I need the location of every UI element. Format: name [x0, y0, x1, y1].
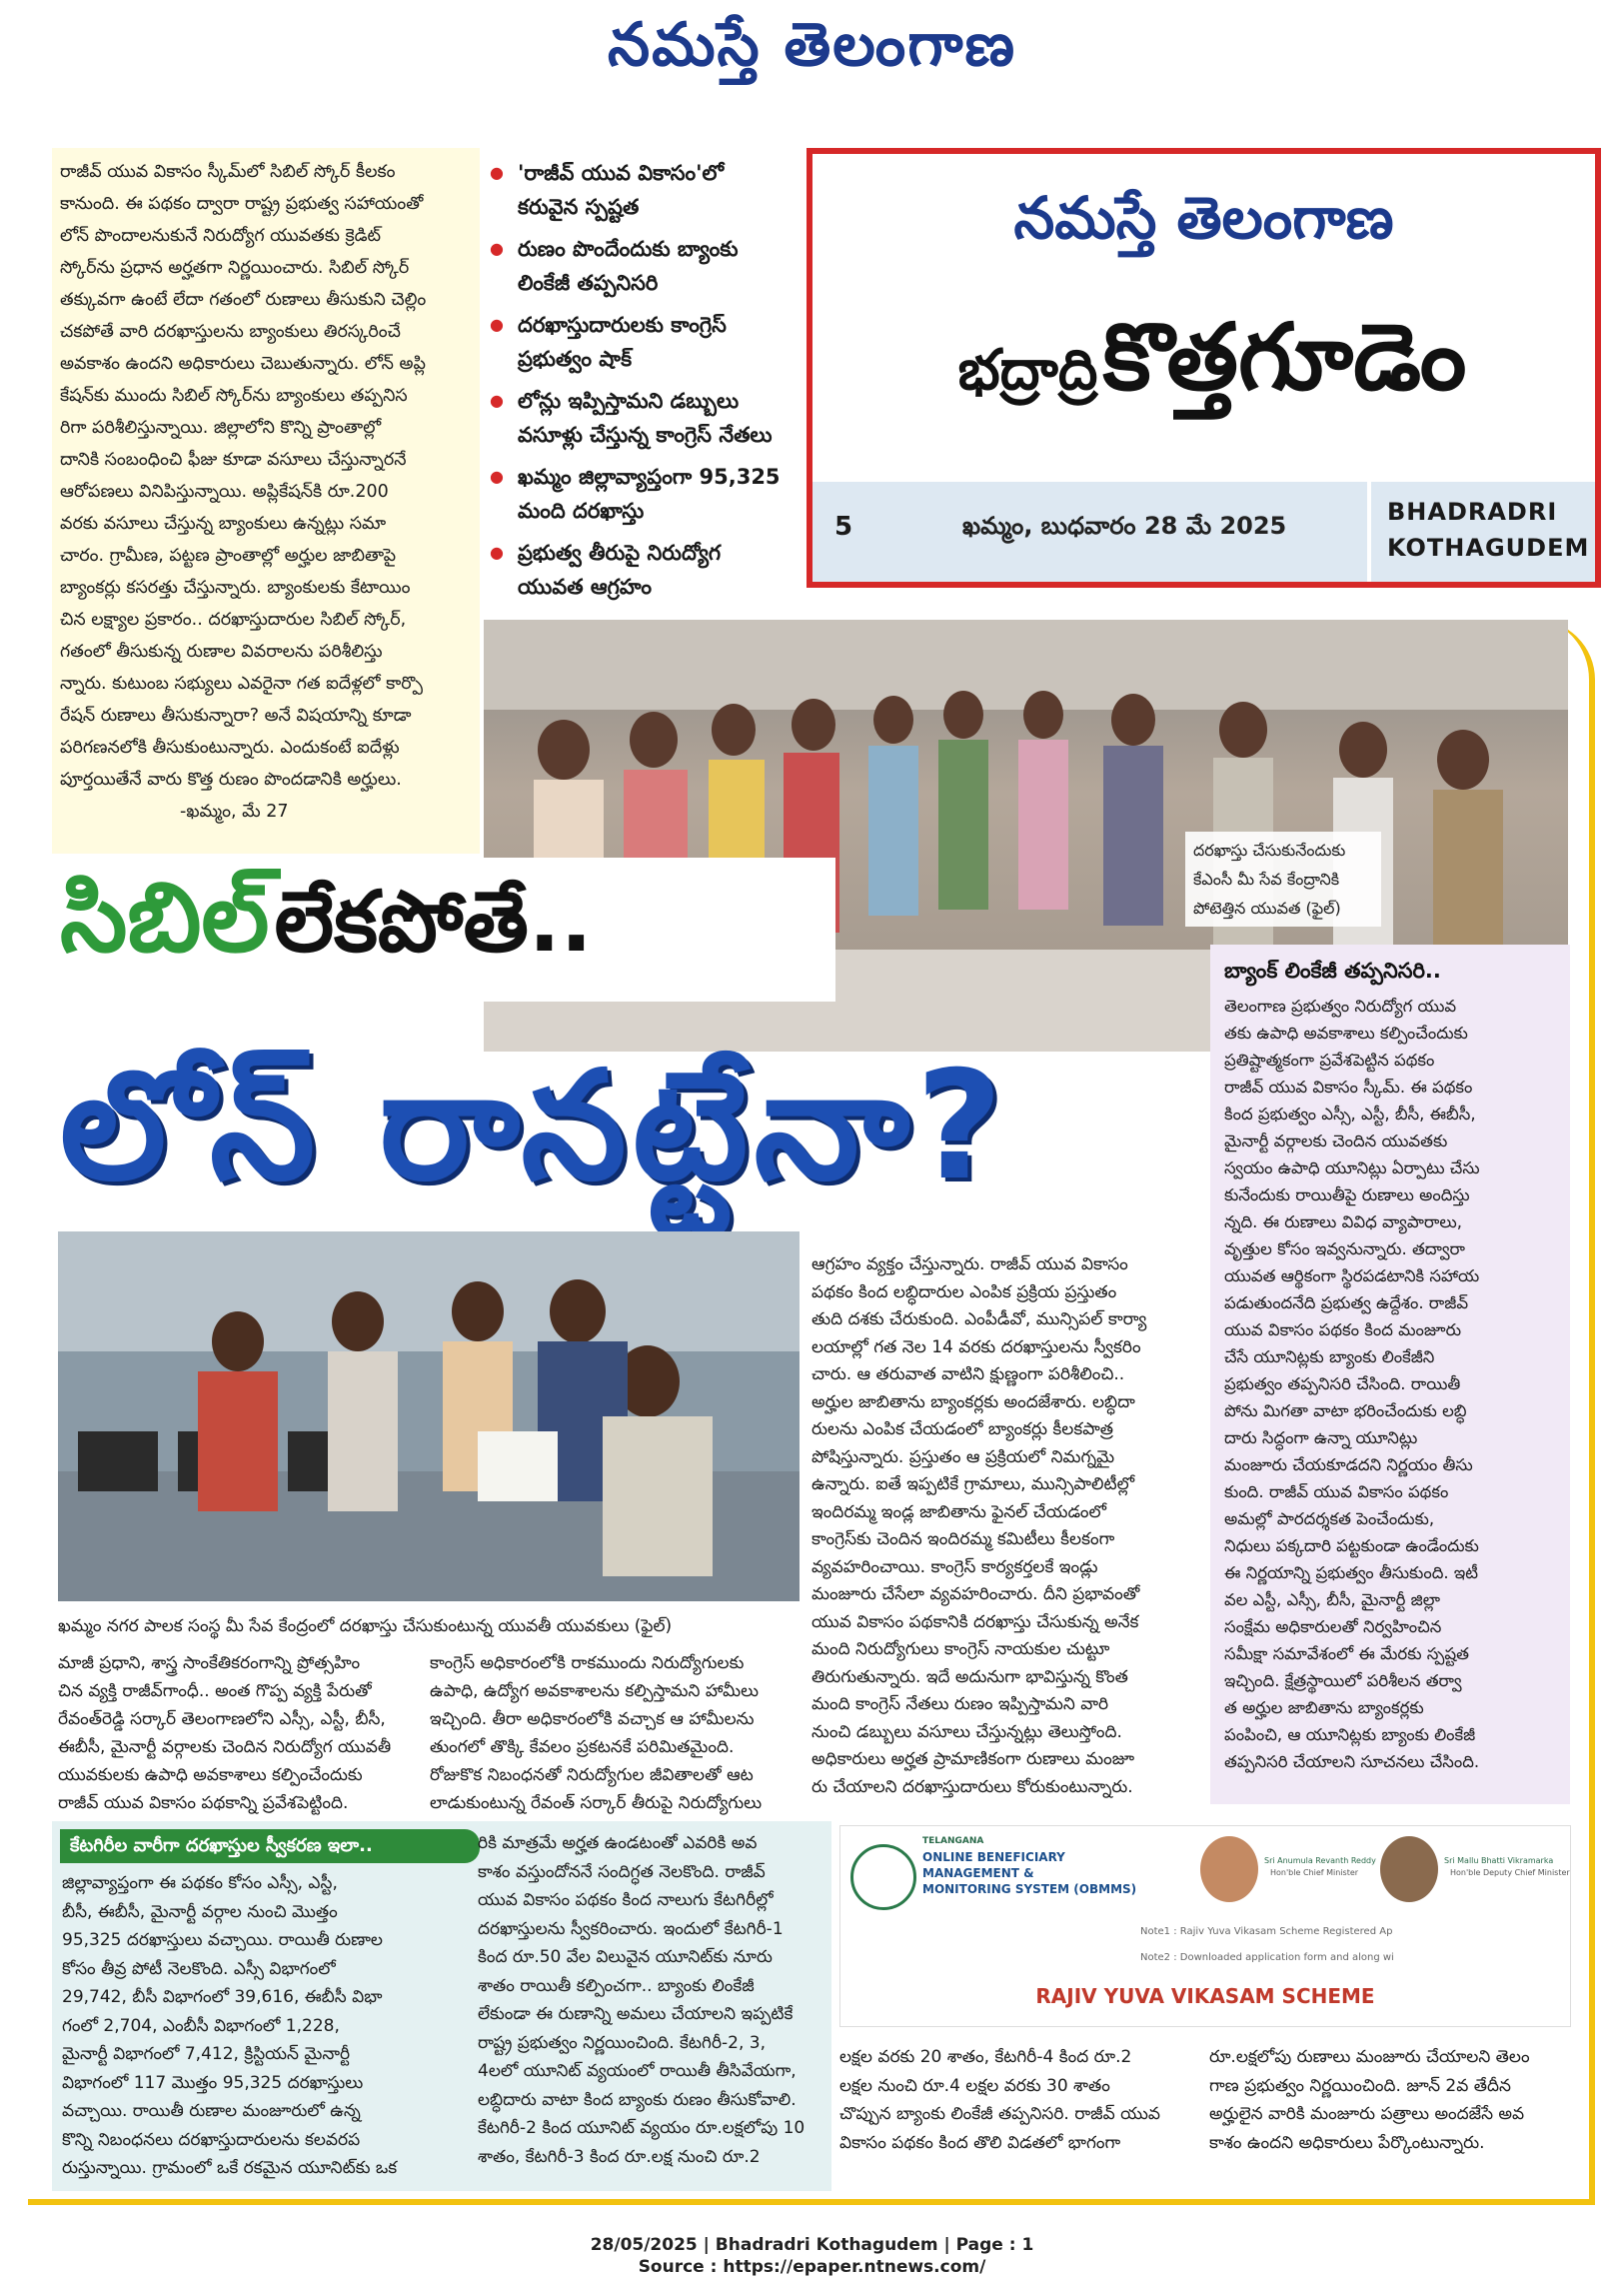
text-line: లబ్ధిదారు వాటా కింద బ్యాంకు రుణం తీసుకోవాలి. — [478, 2089, 797, 2110]
edition-paper-name: నమస్తే తెలంగాణ — [1013, 184, 1394, 252]
text-line: కుంది. రాజీవ్ యువ వికాసం పథకం — [1224, 1482, 1449, 1501]
person1-role: Hon'ble Chief Minister — [1270, 1868, 1359, 1877]
obmms-title1: ONLINE BENEFICIARY — [922, 1850, 1065, 1864]
text-line: శాతం రాయితీ కల్పించగా.. బ్యాంకు లింకేజీ — [478, 1975, 755, 1996]
text-line: తుంగలో తొక్కి కేవలం ప్రకటనకే పరిమితమైంది. — [430, 1737, 735, 1757]
photo-service-center-image — [58, 1231, 800, 1601]
text-line: మైనార్టీ వర్గాలకు చెందిన యువతకు — [1224, 1132, 1448, 1150]
text-line: వల ఎస్టీ, ఎస్సీ, బీసీ, మైనార్టీ జిల్లా — [1224, 1590, 1441, 1609]
sidebar-box — [1210, 945, 1570, 1804]
text-line: రూ.లక్షలోపు రుణాలు మంజూరు చేయాలని తెలం — [1209, 2047, 1530, 2067]
text-line: కాశం ఉందని అధికారులు పేర్కొంటున్నారు. — [1209, 2132, 1485, 2153]
text-line: ఆగ్రహం వ్యక్తం చేస్తున్నారు. రాజీవ్ యువ వికాసం — [812, 1254, 1128, 1274]
text-line: తుది దశకు చేరుకుంది. ఎంపీడీవో, మున్సిపల్ కార్యా — [812, 1309, 1147, 1329]
obmms-banner — [839, 1825, 1571, 2027]
text-line: వచ్చాయి. రాయితీ రుణాల మంజూరులో ఉన్న — [62, 2101, 361, 2121]
text-line: రు చేయాలని దరఖాస్తుదారులు కోరుకుంటున్నారు. — [812, 1776, 1133, 1797]
text-line: తకు ఉపాధి అవకాశాలు కల్పించేందుకు — [1224, 1024, 1468, 1043]
text-line: రేవంత్‌రెడ్డి సర్కార్ తెలంగాణలోని ఎస్సీ, ఎస్టీ, బీసీ, — [58, 1709, 386, 1729]
text-line: గంలో 2,704, ఎంబీసీ విభాగంలో 1,228, — [62, 2015, 340, 2036]
text-line: కునేందుకు రాయితీపై రుణాలు అందిస్తు — [1224, 1185, 1470, 1204]
text-line: పరిగణనలోకి తీసుకుంటున్నారు. ఎందుకంటే ఐదేళ్లు — [60, 738, 400, 758]
text-line: అవకాశం ఉందని అధికారులు చెబుతున్నారు. లోన్ అప్లి — [60, 354, 426, 374]
text-line: త అర్హుల జాబితాను బ్యాంకర్లకు — [1224, 1698, 1424, 1717]
photo-service-center-caption: ఖమ్మం నగర పాలక సంస్థ మీ సేవ కేంద్రంలో దరఖాస్తు చేసుకుంటున్న యువతీ యువకులు (ఫైల్) — [58, 1616, 673, 1636]
text-line: రోజుకొక నిబంధనతో నిరుద్యోగుల జీవితాలతో ఆట — [430, 1765, 754, 1785]
text-line: రులను ఎంపిక చేయడంలో బ్యాంకర్లు కీలకపాత్ర — [812, 1419, 1113, 1439]
category-text-right — [478, 1829, 829, 2171]
text-line: లక్షల నుంచి రూ.4 లక్షల వరకు 30 శాతం — [839, 2075, 1110, 2096]
obmms-small: TELANGANA — [922, 1836, 984, 1846]
text-line: పంపించి, ఆ యూనిట్లకు బ్యాంకు లింకేజీ — [1224, 1725, 1476, 1744]
text-line: బీసీ, ఈబీసీ, మైనార్టీ వర్గాల నుంచి మొత్తం — [62, 1901, 338, 1922]
mid-text-column — [812, 1251, 1191, 1801]
text-line: లేకుండా ఈ రుణాన్ని అమలు చేయాలని ఇప్పటికే — [478, 2004, 794, 2024]
text-line: మంజూరు చేయకూడదని నిర్ణయం తీసు — [1224, 1455, 1473, 1474]
highlight-item: ● ప్రభుత్వ తీరుపై నిరుద్యోగ యువత ఆగ్రహం — [490, 536, 790, 604]
text-line: రాజీవ్ యువ వికాసం స్కీమ్. ఈ పథకం — [1224, 1078, 1473, 1097]
text-line: వరకు వసూలు చేస్తున్న బ్యాంకులు ఉన్నట్లు సమా — [60, 514, 387, 534]
text-line: లక్షల వరకు 20 శాతం, కేటగిరీ-4 కింద రూ.2 — [839, 2047, 1132, 2067]
headline-part1: సిబిల్ — [60, 862, 270, 974]
text-line: కాంగ్రెస్ అధికారంలోకి రాకముందు నిరుద్యోగులకు — [430, 1653, 745, 1673]
text-line: చకపోతే వారి దరఖాస్తులను బ్యాంకులు తిరస్కరించే — [60, 322, 401, 342]
text-line: నుంచి డబ్బులు వసూలు చేస్తున్నట్లు తెలుస్తోంది. — [812, 1721, 1122, 1742]
text-line: గాణ ప్రభుత్వం నిర్ణయించింది. జూన్ 2వ తేదీన — [1209, 2075, 1511, 2096]
text-line: రాజీవ్ యువ వికాసం పథకాన్ని ప్రవేశపెట్టింది. — [58, 1793, 349, 1813]
text-line: పడుతుందనేది ప్రభుత్వ ఉద్దేశం. రాజీవ్ — [1224, 1293, 1469, 1312]
obmms-note1: Note1 : Rajiv Yuva Vikasam Scheme Registered Ap — [1140, 1926, 1393, 1937]
text-line: కేటగిరీ-2 కింద యూనిట్ వ్యయం రూ.లక్షలోపు 10 — [478, 2118, 806, 2138]
text-line: దారు సిద్ధంగా ఉన్నా యూనిట్లు — [1224, 1428, 1418, 1447]
text-line: గతంలో తీసుకున్న రుణాల వివరాలను పరిశీలిస్తు — [60, 642, 383, 662]
text-line: ప్రతిష్టాత్మకంగా ప్రవేశపెట్టిన పథకం — [1224, 1051, 1435, 1070]
text-line: వృత్తుల కోసం ఇవ్వనున్నారు. తద్వారా — [1224, 1239, 1465, 1258]
caption-line: కేఎంసీ మీ సేవ కేంద్రానికి — [1193, 870, 1340, 889]
text-line: పూర్తయితేనే వారు కొత్త రుణం పొందడానికి అర్హులు. — [60, 770, 402, 790]
highlight-item: ● దరఖాస్తుదారులకు కాంగ్రెస్ ప్రభుత్వం షాక్ — [490, 308, 790, 376]
edition-district-big: కొత్తగూడెం — [1102, 304, 1467, 411]
text-line: కాశం వస్తుందోననే సందిగ్ధత నెలకొంది. రాజీవ్ — [478, 1861, 766, 1882]
photo-queue-caption — [1185, 832, 1381, 927]
text-line: విభాగంలో 117 మొత్తం 95,325 దరఖాస్తులు — [62, 2072, 364, 2093]
edition-district — [852, 304, 1572, 434]
text-line: చారం. గ్రామీణ, పట్టణ ప్రాంతాల్లో అర్హుల జాబితాపై — [60, 546, 397, 566]
text-line: చేసే యూనిట్లకు బ్యాంకు లింకేజీని — [1224, 1347, 1435, 1366]
text-line: కింద రూ.50 వేల విలువైన యూనిట్‌కు నూరు — [478, 1947, 773, 1967]
text-line: పోషిస్తున్నారు. ప్రస్తుతం ఆ ప్రక్రియలో నిమగ్నమై — [812, 1446, 1115, 1467]
text-line: చిన లక్ష్యాల ప్రకారం.. దరఖాస్తుదారుల సిబిల్ స్కోర్, — [60, 610, 407, 630]
text-line: యువ వికాసం పథకానికి దరఖాస్తు చేసుకున్న అనేక — [812, 1611, 1139, 1632]
text-line: న్నారు. కుటుంబ సభ్యులు ఎవరైనా గత ఐదేళ్లలో కార్పొ — [60, 674, 424, 694]
text-line: మంది నిరుద్యోగులు కాంగ్రెస్ నాయకుల చుట్టూ — [812, 1639, 1110, 1659]
text-line: నిధులు పక్కదారి పట్టకుండా ఉండేందుకు — [1224, 1536, 1479, 1555]
masthead: నమస్తే తెలంగాణ — [607, 10, 1017, 80]
scheme-title: RAJIV YUVA VIKASAM SCHEME — [1035, 1984, 1375, 2008]
category-box — [52, 1821, 831, 2191]
headline-part2: లేకపోతే.. — [274, 873, 593, 971]
text-column-b — [430, 1649, 810, 1817]
footer-source[interactable]: Source : https://epaper.ntnews.com/ — [638, 2257, 986, 2277]
text-line: కోసం తీవ్ర పోటీ నెలకొంది. ఎస్సీ విభాగంలో — [62, 1958, 336, 1979]
text-line: ఉపాధి, ఉద్యోగ అవకాశాలను కల్పిస్తామని హామీలు — [430, 1681, 760, 1701]
text-line: ఈ నిర్ణయాన్ని ప్రభుత్వం తీసుకుంది. ఇటీ — [1224, 1563, 1478, 1582]
text-line: రాష్ట్ర ప్రభుత్వం నిర్ణయించింది. కేటగిరీ-2, 3, — [478, 2032, 767, 2053]
text-line: పథకం కింద లబ్ధిదారుల ఎంపిక ప్రక్రియ ప్రస్తుతం — [812, 1281, 1117, 1302]
text-line: రుస్తున్నాయి. గ్రామంలో ఒకే రకమైన యూనిట్‌కు ఒక — [62, 2158, 398, 2178]
edition-box — [807, 148, 1601, 588]
text-line: 4లలో యూనిట్ వ్యయంలో రాయితీ తీసివేయగా, — [478, 2061, 797, 2081]
text-line: వ్యవహరించాయి. కాంగ్రెస్ కార్యకర్తలకే ఇండ్లు — [812, 1556, 1098, 1577]
text-line: కింద ప్రభుత్వం ఎస్సీ, ఎస్టీ, బీసీ, ఈబీసీ, — [1224, 1105, 1476, 1124]
dateline: -ఖమ్మం, మే 27 — [180, 802, 289, 822]
obmms-title3: MONITORING SYSTEM (OBMMS) — [922, 1882, 1137, 1896]
text-line: రాజీవ్ యువ వికాసం స్కీమ్‌లో సిబిల్ స్కోర్ కీలకం — [60, 162, 396, 182]
edition-district-small: భద్రాద్రి — [957, 338, 1098, 403]
text-line: ఆరోపణలు వినిపిస్తున్నాయి. అప్లికేషన్‌కి రూ.200 — [60, 482, 389, 502]
text-line: ఈబీసీ, మైనార్టీ వర్గాలకు చెందిన నిరుద్యోగ యువతీ — [58, 1737, 392, 1757]
headline-main: లోన్ రానట్టేనా? — [60, 1040, 1009, 1213]
text-line: పోను మిగతా వాటా భరించేందుకు లబ్ధి — [1224, 1401, 1467, 1420]
text-line: కానుంది. ఈ పథకం ద్వారా రాష్ట్ర ప్రభుత్వ సహాయంతో — [60, 194, 424, 214]
avatar — [1380, 1836, 1438, 1902]
text-line: లోన్ పొందాలనుకునే నిరుద్యోగ యువతకు క్రెడిట్ — [60, 226, 382, 246]
text-line: ప్రభుత్వం తప్పనిసరి చేసింది. రాయితీ — [1224, 1374, 1461, 1393]
text-line: తిరుగుతున్నారు. ఇదే అదునుగా భావిస్తున్న కొంత — [812, 1666, 1128, 1687]
text-line: కాంగ్రెస్‌కు చెందిన ఇందిరమ్మ కమిటీలు కీలకంగా — [812, 1529, 1115, 1549]
text-line: 95,325 దరఖాస్తులు వచ్చాయి. రాయితీ రుణాల — [62, 1930, 383, 1950]
text-line: చొప్పున బ్యాంకు లింకేజీ తప్పనిసరి. రాజీవ్ యువ — [839, 2104, 1160, 2124]
text-line: స్కోర్‌ను ప్రధాన అర్హతగా నిర్ణయించారు. సిబిల్ స్కోర్ — [60, 258, 410, 278]
text-line: 29,742, బీసీ విభాగంలో 39,616, ఈబీసీ విభా — [62, 1987, 383, 2007]
footer-line-1: 28/05/2025 | Bhadradri Kothagudem | Page : 1 — [590, 2235, 1034, 2255]
edition-dateline: ఖమ్మం, బుధవారం 28 మే 2025 — [962, 512, 1287, 540]
text-line: చారు. ఆ తరువాత వాటిని క్షుణ్ణంగా పరిశీలించి.. — [812, 1364, 1125, 1384]
text-line: కొన్ని నిబంధనలు దరఖాస్తుదారులను కలవరప — [62, 2129, 361, 2150]
text-line: మాజీ ప్రధాని, శాస్త్ర సాంకేతికరంగాన్ని ప్రోత్సహిం — [58, 1653, 361, 1673]
person2-name: Sri Mallu Bhatti Vikramarka — [1444, 1856, 1554, 1865]
text-line: ఇచ్చింది. తీరా అధికారంలోకి వచ్చాక ఆ హామీలను — [430, 1709, 755, 1729]
text-line: తక్కువగా ఉంటే లేదా గతంలో రుణాలు తీసుకుని చెల్లిం — [60, 290, 427, 310]
text-line: తప్పనిసరి చేయాలని సూచనలు చేసింది. — [1224, 1752, 1480, 1771]
text-line: ఇందిరమ్మ ఇండ్ల జాబితాను ఫైనల్ చేయడంలో — [812, 1501, 1106, 1522]
person1-name: Sri Anumula Revanth Reddy — [1264, 1856, 1376, 1865]
photo-service-center — [58, 1231, 800, 1601]
text-column-a — [58, 1649, 438, 1817]
text-line: మంది కాంగ్రెస్ నేతలు రుణం ఇప్పిస్తామని వారి — [812, 1694, 1109, 1714]
text-line: కేషన్‌కు ముందు సిబిల్ స్కోర్‌ను బ్యాంకులు తప్పనిస — [60, 386, 408, 406]
highlight-item: ● రుణం పొందేందుకు బ్యాంకు లింకేజీ తప్పనిసరి — [490, 232, 790, 300]
text-column-c4 — [1209, 2043, 1569, 2157]
edition-english-1: BHADRADRI — [1387, 498, 1558, 526]
text-line: స్వయం ఉపాధి యూనిట్లు ఏర్పాటు చేసు — [1224, 1158, 1480, 1177]
page-number: 5 — [834, 512, 853, 542]
text-line: తెలంగాణ ప్రభుత్వం నిరుద్యోగ యువ — [1224, 997, 1457, 1016]
text-line: అమల్లో పారదర్శకత పెంచేందుకు, — [1224, 1509, 1435, 1528]
text-line: రిగా పరిశీలిస్తున్నాయి. జిల్లాలోని కొన్ని ప్రాంతాల్లో — [60, 418, 382, 438]
edition-info-bar — [812, 482, 1595, 582]
headline-line-1 — [44, 858, 835, 1002]
text-line: లయాల్లో గత నెల 14 వరకు దరఖాస్తులను స్వీకరిం — [812, 1336, 1141, 1357]
text-line: మంజూరు చేసేలా వ్యవహరించారు. దీని ప్రభావంతో — [812, 1584, 1140, 1604]
obmms-title2: MANAGEMENT & — [922, 1866, 1034, 1880]
sidebar-text — [1224, 993, 1556, 1775]
text-line: ఇచ్చింది. క్షేత్రస్థాయిలో పరిశీలన తర్వా — [1224, 1671, 1462, 1690]
text-line: అర్హులైన వారికి మంజూరు పత్రాలు అందజేసే అవ — [1209, 2104, 1525, 2124]
avatar — [1200, 1836, 1258, 1902]
text-line: సంక్షేమ అధికారులతో నిర్వహించిన — [1224, 1617, 1442, 1636]
text-line: చిన వ్యక్తి రాజీవ్‌గాంధీ.. అంత గొప్ప వ్యక్తి పేరుతో — [58, 1681, 372, 1701]
text-line: దానికి సంబంధించి ఫీజు కూడా వసూలు చేస్తున్నారనే — [60, 450, 407, 470]
text-line: యువకులకు ఉపాధి అవకాశాలు కల్పించేందుకు — [58, 1765, 363, 1785]
category-text-left — [62, 1869, 470, 2183]
person2-role: Hon'ble Deputy Chief Minister — [1450, 1868, 1570, 1877]
highlight-item: ● 'రాజీవ్ యువ వికాసం'లో కరువైన స్పష్టత — [490, 156, 790, 224]
text-line: యువ వికాసం పథకం కింద నాలుగు కేటగిరీల్లో — [478, 1890, 774, 1910]
text-line: లాడుకుంటున్న రేవంత్ సర్కార్ తీరుపై నిరుద్యోగులు — [430, 1793, 763, 1813]
text-line: సమీక్షా సమావేశంలో ఈ మేరకు స్పష్టత — [1224, 1644, 1469, 1663]
text-line: యువత ఆర్థికంగా స్థిరపడటానికి సహాయ — [1224, 1266, 1480, 1285]
highlights-list — [490, 156, 790, 612]
text-line: రేషన్ రుణాలు తీసుకున్నారా? అనే విషయాన్ని కూడా — [60, 706, 412, 726]
text-line: జిల్లావ్యాప్తంగా ఈ పథకం కోసం ఎస్సీ, ఎస్టీ, — [62, 1873, 338, 1893]
text-line: అధికారులు అర్హత ప్రామాణికంగా రుణాలు మంజూ — [812, 1749, 1135, 1769]
telangana-logo — [850, 1844, 916, 1910]
text-line: న్నది. ఈ రుణాలు వివిధ వ్యాపారాలు, — [1224, 1212, 1462, 1231]
highlight-item: ● ఖమ్మం జిల్లావ్యాప్తంగా 95,325 మంది దరఖాస్తు — [490, 460, 790, 528]
sidebar-heading: బ్యాంక్ లింకేజీ తప్పనిసరి.. — [1224, 959, 1441, 983]
text-column-c3 — [839, 2043, 1199, 2157]
text-line: అర్హుల జాబితాను బ్యాంకర్లకు అందజేశారు. లబ్ధిదా — [812, 1391, 1135, 1412]
edition-english-2: KOTHAGUDEM — [1387, 534, 1590, 562]
text-line: మైనార్టీ విభాగంలో 7,412, క్రిస్టియన్ మైనార్టీ — [62, 2044, 351, 2064]
text-line: వికాసం పథకం కింద తొలి విడతలో భాగంగా — [839, 2132, 1121, 2153]
text-line: రికి మాత్రమే అర్హత ఉండటంతో ఎవరికి అవ — [478, 1833, 758, 1853]
headline-line-2 — [60, 1040, 1179, 1250]
category-heading: కేటగిరీల వారీగా దరఖాస్తుల స్వీకరణ ఇలా.. — [60, 1829, 480, 1863]
text-line: శాతం, కేటగిరీ-3 కింద రూ.లక్ష నుంచి రూ.2 — [478, 2146, 761, 2167]
highlight-item: ● లోన్లు ఇప్పిస్తామని డబ్బులు వసూళ్లు చేస్తున్న కాంగ్రెస్ నేతలు — [490, 384, 790, 452]
text-line: యువ వికాసం పథకం కింద మంజూరు — [1224, 1320, 1462, 1339]
caption-line: పోటెత్తిన యువత (ఫైల్) — [1193, 899, 1341, 918]
text-line: బ్యాంకర్లు కసరత్తు చేస్తున్నారు. బ్యాంకులకు కేటాయిం — [60, 578, 411, 598]
caption-line: దరఖాస్తు చేసుకునేందుకు — [1193, 841, 1346, 860]
obmms-note2: Note2 : Downloaded application form and along wi — [1140, 1952, 1394, 1963]
text-line: దరఖాస్తులను స్వీకరించారు. ఇందులో కేటగిరీ-1 — [478, 1918, 784, 1939]
text-line: ఉన్నారు. ఐతే ఇప్పటికే గ్రామాలు, మున్సిపాలిటీల్లో — [812, 1474, 1135, 1494]
